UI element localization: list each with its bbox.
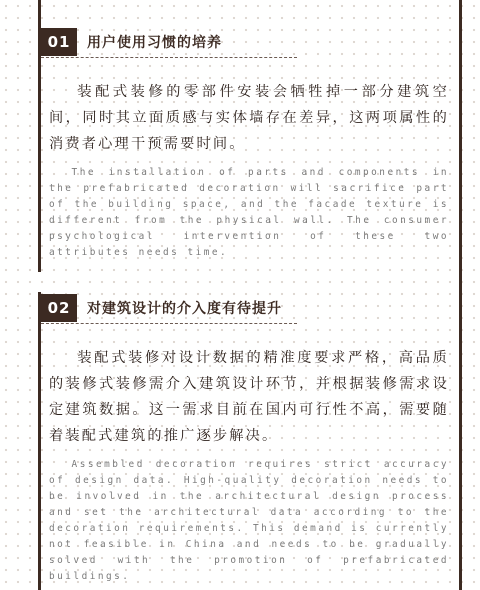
section-header <box>41 27 459 57</box>
body-english: The installation of parts and components in the prefabricated decoration will sacrifice part of the building space, and the facade texture is different from the physical wall. The consumer psychological intervention of these two attributes needs time. <box>49 167 449 258</box>
header-divider <box>41 57 297 58</box>
body-chinese: 装配式装修的零部件安装会牺牲掉一部分建筑空间，同时其立面质感与实体墙存在差异，这两项属性的消费者心理干预需要时间。 <box>49 84 449 152</box>
section-number-badge: 01 <box>41 28 77 56</box>
header-divider <box>41 323 297 324</box>
body-english: Assembled decoration requires strict accuracy of design data. High-quality decoration needs to be involved in the architectural design process and set the architectural data according to the decoration requirements. This demand is currently not feasible in China and needs to be gradually solved with the promotion of prefabricated buildings. <box>49 459 449 582</box>
section-1 <box>41 27 459 261</box>
body-chinese: 装配式装修对设计数据的精准度要求严格，高品质的装修式装修需介入建筑设计环节，并根据装修需求设定建筑数据。这一需求目前在国内可行性不高，需要随着装配式建筑的推广逐步解决。 <box>49 350 449 444</box>
section-number-badge: 02 <box>41 294 77 322</box>
section-header <box>41 293 459 323</box>
section-2 <box>41 293 459 585</box>
right-rail <box>459 0 462 590</box>
section-title: 用户使用习惯的培养 <box>87 35 222 51</box>
section-title: 对建筑设计的介入度有待提升 <box>87 301 282 317</box>
